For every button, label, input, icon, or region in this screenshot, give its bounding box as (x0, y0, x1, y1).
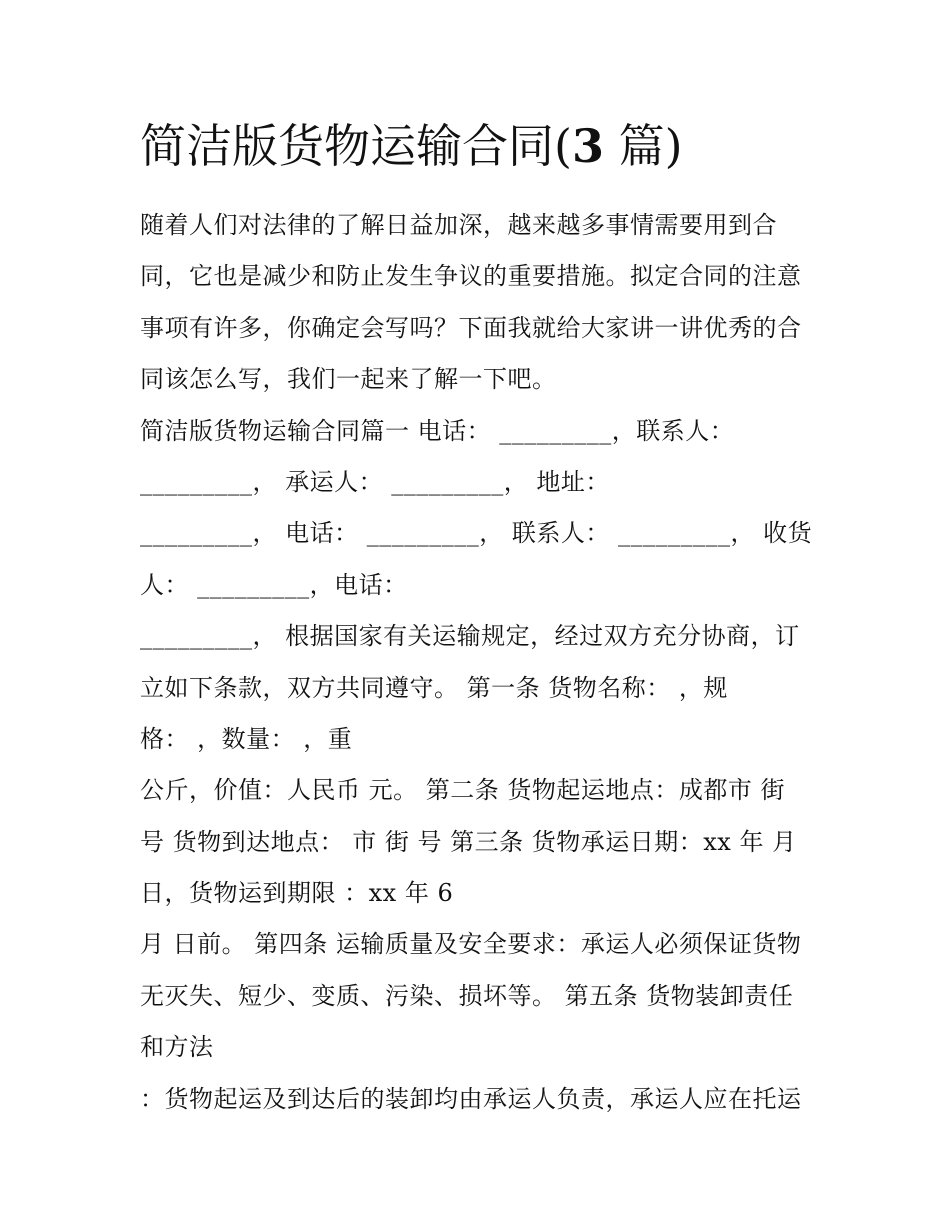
title-tail: 篇) (603, 119, 683, 173)
title-number: 3 (571, 119, 604, 173)
body-line: 立如下条款，双方共同遵守。 第一条 货物名称： ，规 (140, 673, 728, 702)
body-line: 号 货物到达地点： 市 街 号 第三条 货物承运日期：xx 年 月 (140, 827, 797, 856)
title-main: 简洁版货物运输合同( (140, 119, 572, 173)
body-line: _________， 根据国家有关运输规定，经过双方充分协商，订 (140, 622, 800, 651)
body-line: _________， 承运人： _________， 地址： (140, 467, 610, 496)
body-line: _________， 电话： _________， 联系人： _________， 收货 (140, 519, 813, 548)
body-line: 公斤，价值：人民币 元。 第二条 货物起运地点：成都市 街 (140, 776, 786, 805)
body-line: 同，它也是减少和防止发生争议的重要措施。拟定合同的注意 (140, 262, 802, 291)
body-line: 月 日前。 第四条 运输质量及安全要求：承运人必须保证货物 (140, 930, 802, 959)
document-title (140, 116, 840, 176)
body-line: 简洁版货物运输合同篇一 电话： _________，联系人： (140, 416, 735, 445)
body-line: 无灭失、短少、变质、污染、损坏等。 第五条 货物装卸责任 (140, 981, 794, 1010)
body-line: 同该怎么写，我们一起来了解一下吧。 (140, 365, 557, 394)
body-line: 人： _________，电话： (140, 570, 408, 599)
body-line: 和方法 (140, 1033, 214, 1062)
body-line: 事项有许多，你确定会写吗？下面我就给大家讲一讲优秀的合 (140, 313, 802, 342)
body-line: ：货物起运及到达后的装卸均由承运人负责，承运人应在托运 (140, 1084, 802, 1113)
body-line: 随着人们对法律的了解日益加深，越来越多事情需要用到合 (140, 211, 777, 239)
body-line: 日，货物运到期限 ：xx 年 6 (140, 879, 454, 908)
body-line: 格： ，数量： ，重 (140, 724, 353, 753)
document-body (140, 200, 820, 1125)
